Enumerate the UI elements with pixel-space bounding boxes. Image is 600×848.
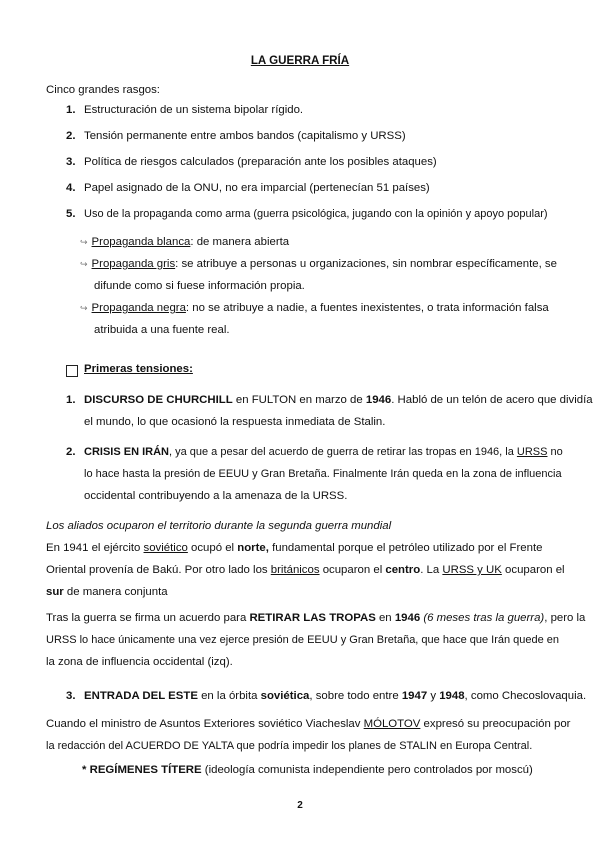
intro-text: Cinco grandes rasgos: [46, 84, 160, 96]
paragraph-1-cont: Oriental provenía de Bakú. Por otro lado los británicos ocuparon el centro. La URSS y UK ocuparon el [46, 564, 565, 576]
rasgo-text: Tensión permanente entre ambos bandos (capitalismo y URSS) [84, 130, 406, 142]
rasgo-number: 3. [66, 156, 76, 168]
propaganda-gris [80, 258, 557, 270]
paragraph-2-cont: URSS lo hace únicamente una vez ejerce presión de EEUU y Gran Bretaña, que hace que Irán quede en [46, 634, 560, 646]
paragraph-1: En 1941 el ejército soviético ocupó el norte, fundamental porque el petróleo utilizado por el Frente [46, 542, 543, 554]
rasgo-text: Papel asignado de la ONU, no era imparcial (pertenecían 51 países) [84, 182, 430, 194]
rasgo-number: 4. [66, 182, 76, 194]
propaganda-negra-term: Propaganda negra [91, 302, 186, 314]
paragraph-3-cont: la redacción del ACUERDO DE YALTA que podría impedir los planes de STALIN en Europa Central. [46, 740, 533, 752]
tension-2: CRISIS EN IRÁN, ya que a pesar del acuerdo de guerra de retirar las tropas en 1946, la URSS no [84, 446, 563, 458]
arrow-icon: ↪ [80, 237, 88, 247]
propaganda-blanca [80, 236, 289, 248]
tension-number: 3. [66, 690, 76, 702]
propaganda-negra-cont: atribuida a una fuente real. [94, 324, 230, 336]
page-number: 2 [297, 800, 303, 811]
section-heading: Primeras tensiones: [84, 363, 193, 375]
tension-1: DISCURSO DE CHURCHILL en FULTON en marzo de 1946. Habló de un telón de acero que dividía [84, 394, 593, 406]
rasgo-number: 2. [66, 130, 76, 142]
paragraph-4: * REGÍMENES TÍTERE (ideología comunista independiente pero controlados por moscú) [82, 764, 533, 776]
propaganda-negra-text: : no se atribuye a nadie, a fuentes inexistentes, o trata información falsa [185, 302, 549, 314]
paragraph-1-cont: sur de manera conjunta [46, 586, 168, 598]
paragraph-2-cont: la zona de influencia occidental (izq). [46, 656, 233, 668]
aliados-note: Los aliados ocuparon el territorio durante la segunda guerra mundial [46, 520, 392, 532]
paragraph-2: Tras la guerra se firma un acuerdo para RETIRAR LAS TROPAS en 1946 (6 meses tras la guerra), pero la [46, 612, 586, 624]
tension-2-cont: lo hace hasta la presión de EEUU y Gran Bretaña. Finalmente Irán queda en la zona de influencia [84, 468, 562, 480]
page-title: LA GUERRA FRÍA [250, 54, 350, 67]
checkbox-icon [66, 365, 78, 377]
propaganda-gris-text: : se atribuye a personas u organizaciones, sin nombrar específicamente, se [175, 258, 557, 270]
propaganda-blanca-text: : de manera abierta [190, 236, 290, 248]
tension-number: 2. [66, 446, 76, 458]
tension-number: 1. [66, 394, 76, 406]
rasgo-text: Uso de la propaganda como arma (guerra psicológica, jugando con la opinión y apoyo popular) [84, 208, 548, 220]
propaganda-gris-cont: difunde como si fuese información propia. [94, 280, 305, 292]
rasgo-number: 5. [66, 208, 76, 220]
rasgo-text: Política de riesgos calculados (preparación ante los posibles ataques) [84, 156, 437, 168]
paragraph-3: Cuando el ministro de Asuntos Exteriores soviético Viacheslav MÓLOTOV expresó su preocupación por [46, 718, 571, 730]
arrow-icon: ↪ [80, 303, 88, 313]
arrow-icon: ↪ [80, 259, 88, 269]
rasgo-text: Estructuración de un sistema bipolar rígido. [84, 104, 304, 116]
propaganda-negra [80, 302, 549, 314]
tension-2-cont: occidental contribuyendo a la amenaza de la URSS. [84, 490, 348, 502]
tension-1-cont: el mundo, lo que ocasionó la respuesta inmediata de Stalin. [84, 416, 386, 428]
tension-3: ENTRADA DEL ESTE en la órbita soviética, sobre todo entre 1947 y 1948, como Checoslovaquia. [84, 690, 587, 702]
propaganda-blanca-term: Propaganda blanca [91, 236, 191, 248]
rasgo-number: 1. [66, 104, 76, 116]
propaganda-gris-term: Propaganda gris [91, 258, 176, 270]
